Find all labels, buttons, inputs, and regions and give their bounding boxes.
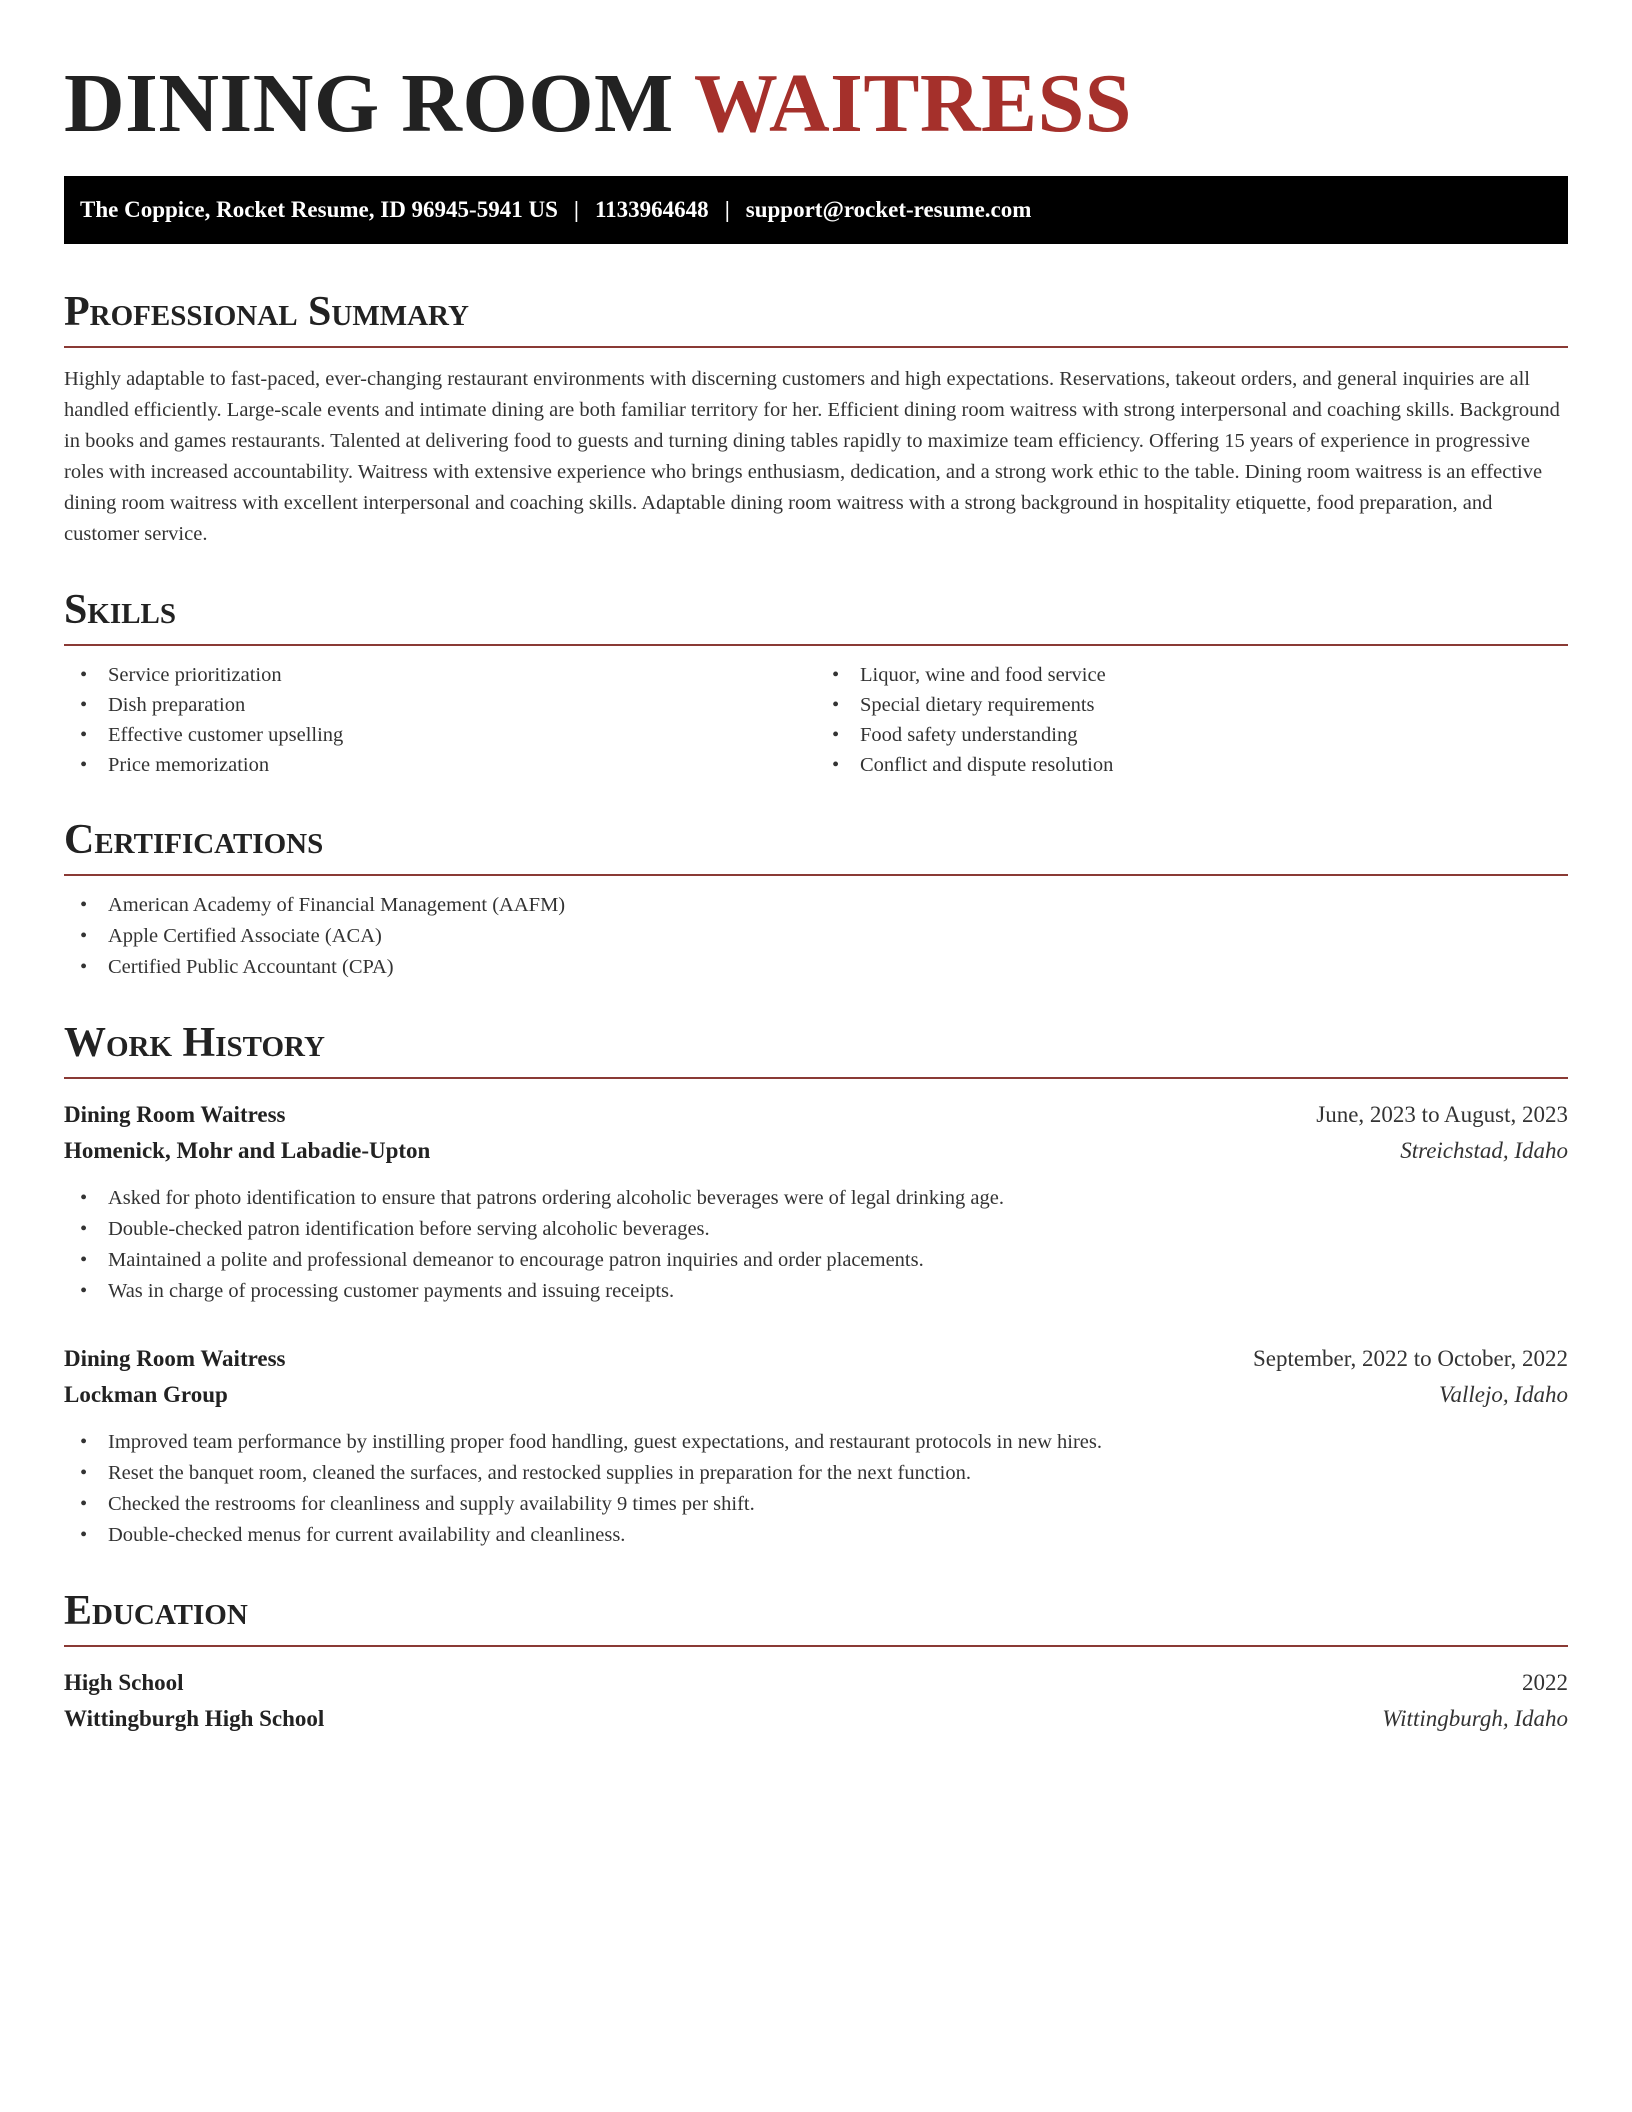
name-first: DINING ROOM (64, 57, 674, 150)
job-duty-item: • Was in charge of processing customer payments and issuing receipts. (64, 1276, 1568, 1307)
professional-summary-section (64, 288, 1568, 550)
job-header-row (64, 1341, 1568, 1377)
skills-section (64, 586, 1568, 780)
section-title-certifications: Certifications (64, 816, 1568, 876)
section-title-work-history: Work History (64, 1019, 1568, 1079)
skill-item: • Special dietary requirements (816, 690, 1568, 720)
education-degree: High School (64, 1670, 184, 1695)
skill-item: • Effective customer upselling (64, 720, 816, 750)
job-duty-item: • Double-checked patron identification before serving alcoholic beverages. (64, 1214, 1568, 1245)
skill-item: • Food safety understanding (816, 720, 1568, 750)
section-title-education: Education (64, 1587, 1568, 1647)
job-company-row (64, 1133, 1568, 1169)
contact-separator: | (724, 197, 730, 222)
job-duty-item: • Reset the banquet room, cleaned the surfaces, and restocked supplies in preparation for the next function. (64, 1458, 1568, 1489)
education-section (64, 1587, 1568, 1737)
education-entry (64, 1665, 1568, 1737)
skills-grid (64, 660, 1568, 780)
job-location: Streichstad, Idaho (1400, 1138, 1568, 1163)
job-company: Homenick, Mohr and Labadie-Upton (64, 1138, 431, 1163)
skill-item: • Dish preparation (64, 690, 816, 720)
certifications-section (64, 816, 1568, 983)
job-entry (64, 1341, 1568, 1551)
contact-address: The Coppice, Rocket Resume, ID 96945-5941 US (80, 197, 558, 222)
job-duty-item: • Asked for photo identification to ensure that patrons ordering alcoholic beverages were of legal drinking age. (64, 1183, 1568, 1214)
education-school: Wittingburgh High School (64, 1706, 325, 1731)
education-year: 2022 (1522, 1670, 1568, 1695)
contact-separator: | (573, 197, 579, 222)
job-duties-list (64, 1427, 1568, 1551)
job-location: Vallejo, Idaho (1438, 1382, 1568, 1407)
section-title-summary: Professional Summary (64, 288, 1568, 348)
job-role: Dining Room Waitress (64, 1346, 286, 1371)
summary-text: Highly adaptable to fast-paced, ever-changing restaurant environments with discerning customers and high expectations. Reservations, takeout orders, and general inquiries are all handled efficiently. Large-scale events and intimate dining are both familiar territory for her. Efficient dining room waitress with strong interpersonal and coaching skills. Background in books and games restaurants. Talented at delivering food to guests and turning dining tables rapidly to maximize team efficiency. Offering 15 years of experience in progressive roles with increased accountability. Waitress with extensive experience who brings enthusiasm, dedication, and a strong work ethic to the table. Dining room waitress is an effective dining room waitress with excellent interpersonal and coaching skills. Adaptable dining room waitress with a strong background in hospitality etiquette, food preparation, and customer service. (64, 368, 1560, 545)
skills-list-right (816, 660, 1568, 780)
contact-email: support@rocket-resume.com (745, 197, 1032, 222)
certification-item: • American Academy of Financial Management (AAFM) (64, 890, 1568, 921)
work-history-section (64, 1019, 1568, 1551)
job-dates: September, 2022 to October, 2022 (1253, 1346, 1568, 1371)
contact-bar (64, 176, 1568, 244)
job-company: Lockman Group (64, 1382, 228, 1407)
education-location: Wittingburgh, Idaho (1382, 1706, 1568, 1731)
certification-item: • Certified Public Accountant (CPA) (64, 952, 1568, 983)
education-school-row (64, 1701, 1568, 1737)
job-duty-item: • Maintained a polite and professional demeanor to encourage patron inquiries and order placements. (64, 1245, 1568, 1276)
job-entry (64, 1097, 1568, 1307)
candidate-name (64, 56, 1568, 152)
job-role: Dining Room Waitress (64, 1102, 286, 1127)
job-company-row (64, 1377, 1568, 1413)
job-duties-list (64, 1183, 1568, 1307)
job-duty-item: • Improved team performance by instilling proper food handling, guest expectations, and restaurant protocols in new hires. (64, 1427, 1568, 1458)
certifications-list (64, 890, 1568, 983)
skill-item: • Conflict and dispute resolution (816, 750, 1568, 780)
job-dates: June, 2023 to August, 2023 (1316, 1102, 1568, 1127)
skill-item: • Service prioritization (64, 660, 816, 690)
name-last: WAITRESS (693, 57, 1133, 150)
education-header-row (64, 1665, 1568, 1701)
job-duty-item: • Double-checked menus for current availability and cleanliness. (64, 1520, 1568, 1551)
certification-item: • Apple Certified Associate (ACA) (64, 921, 1568, 952)
job-duty-item: • Checked the restrooms for cleanliness and supply availability 9 times per shift. (64, 1489, 1568, 1520)
section-title-skills: Skills (64, 586, 1568, 646)
job-header-row (64, 1097, 1568, 1133)
contact-phone: 1133964648 (594, 197, 709, 222)
skill-item: • Liquor, wine and food service (816, 660, 1568, 690)
skill-item: • Price memorization (64, 750, 816, 780)
skills-list-left (64, 660, 816, 780)
